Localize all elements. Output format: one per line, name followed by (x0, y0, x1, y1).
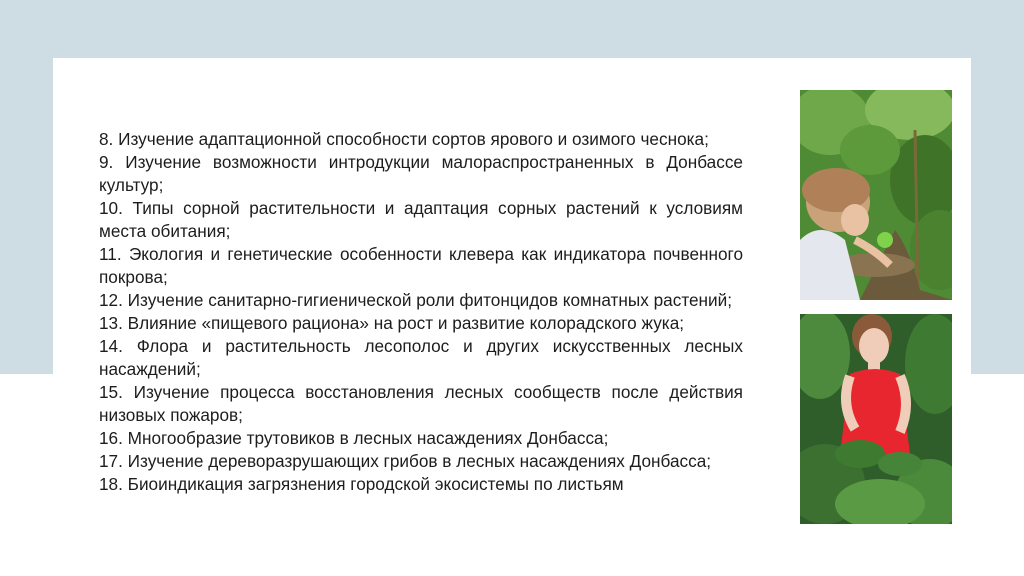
photo-girl-red-dress (800, 314, 952, 524)
topic-item-15: 15. Изучение процесса восстановления лесных сообществ после действия низовых пожаров; (99, 382, 743, 425)
topic-item-8: 8. Изучение адаптационной способности сортов ярового и озимого чеснока; (99, 129, 709, 149)
topic-item-9: 9. Изучение возможности интродукции малораспространенных в Донбассе культур; (99, 152, 743, 195)
topic-item-11: 11. Экология и генетические особенности клевера как индикатора почвенного покрова; (99, 244, 743, 287)
topic-item-12: 12. Изучение санитарно-гигиенической роли фитонцидов комнатных растений; (99, 290, 733, 310)
topic-item-13: 13. Влияние «пищевого рациона» на рост и развитие колорадского жука; (99, 313, 685, 333)
topic-list (99, 128, 743, 496)
topic-item-14: 14. Флора и растительность лесополос и других искусственных лесных насаждений; (99, 336, 743, 379)
topic-item-17: 17. Изучение дереворазрушающих грибов в лесных насаждениях Донбасса; (99, 451, 712, 471)
photo-girl-in-garden (800, 90, 952, 300)
topic-item-10: 10. Типы сорной растительности и адаптация сорных растений к условиям места обитания; (99, 198, 743, 241)
topic-item-16: 16. Многообразие трутовиков в лесных насаждениях Донбасса; (99, 428, 609, 448)
slide-card (53, 58, 971, 576)
topic-item-18: 18. Биоиндикация загрязнения городской экосистемы по листьям (99, 474, 624, 494)
